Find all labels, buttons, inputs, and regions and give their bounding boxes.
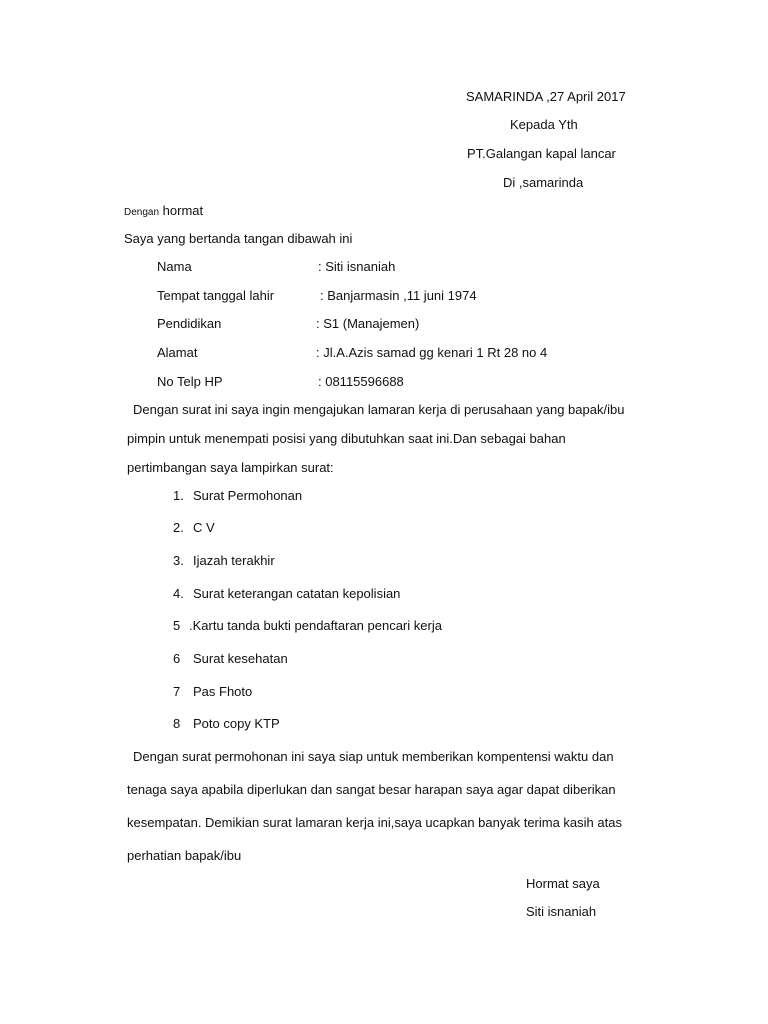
greeting-word: hormat [162, 203, 204, 218]
greeting [124, 203, 203, 221]
list-item: Surat Permohonan [193, 488, 303, 503]
list-item-number: 8 [173, 716, 181, 731]
identity-label: Nama [157, 259, 192, 274]
identity-value: : 08115596688 [318, 374, 404, 389]
list-item: Poto copy KTP [193, 716, 280, 731]
recipient-company: PT.Galangan kapal lancar [467, 146, 616, 161]
identity-label: Alamat [157, 345, 198, 360]
list-item: Pas Fhoto [193, 684, 253, 699]
list-item-number: 4. [173, 586, 184, 601]
identity-label: No Telp HP [157, 374, 223, 389]
identity-value: : Siti isnaniah [318, 259, 396, 274]
closing-salutation: Hormat saya [526, 876, 600, 891]
list-item-number: 7 [173, 684, 181, 699]
list-item: Ijazah terakhir [193, 553, 275, 568]
greeting-prefix: Dengan [124, 207, 160, 218]
paragraph-line: Dengan surat ini saya ingin mengajukan lamaran kerja di perusahaan yang bapak/ibu [133, 402, 625, 417]
list-item-number: 3. [173, 553, 184, 568]
list-item-number: 1. [173, 488, 184, 503]
list-item-number: 6 [173, 651, 181, 666]
list-item: .Kartu tanda bukti pendaftaran pencari kerja [189, 618, 442, 633]
signer-name: Siti isnaniah [526, 904, 597, 919]
identity-value: : Jl.A.Azis samad gg kenari 1 Rt 28 no 4 [316, 345, 548, 360]
paragraph-line: perhatian bapak/ibu [127, 848, 242, 863]
intro-line: Saya yang bertanda tangan dibawah ini [124, 231, 353, 246]
recipient-line: Kepada Yth [510, 117, 578, 132]
list-item: Surat keterangan catatan kepolisian [193, 586, 401, 601]
list-item: C V [193, 520, 215, 535]
list-item-number: 5 [173, 618, 181, 633]
paragraph-line: pertimbangan saya lampirkan surat: [127, 460, 334, 475]
identity-label: Tempat tanggal lahir [157, 288, 275, 303]
paragraph-line: tenaga saya apabila diperlukan dan sangat besar harapan saya agar dapat diberikan [127, 782, 616, 797]
list-item: Surat kesehatan [193, 651, 288, 666]
paragraph-line: Dengan surat permohonan ini saya siap untuk memberikan kompentensi waktu dan [133, 749, 614, 764]
place-date: SAMARINDA ,27 April 2017 [466, 89, 626, 104]
recipient-location: Di ,samarinda [503, 175, 584, 190]
list-item-number: 2. [173, 520, 184, 535]
identity-value: : S1 (Manajemen) [316, 316, 420, 331]
paragraph-line: pimpin untuk menempati posisi yang dibutuhkan saat ini.Dan sebagai bahan [127, 431, 566, 446]
paragraph-line: kesempatan. Demikian surat lamaran kerja ini,saya ucapkan banyak terima kasih atas [127, 815, 622, 830]
identity-value: : Banjarmasin ,11 juni 1974 [320, 288, 477, 303]
identity-label: Pendidikan [157, 316, 222, 331]
